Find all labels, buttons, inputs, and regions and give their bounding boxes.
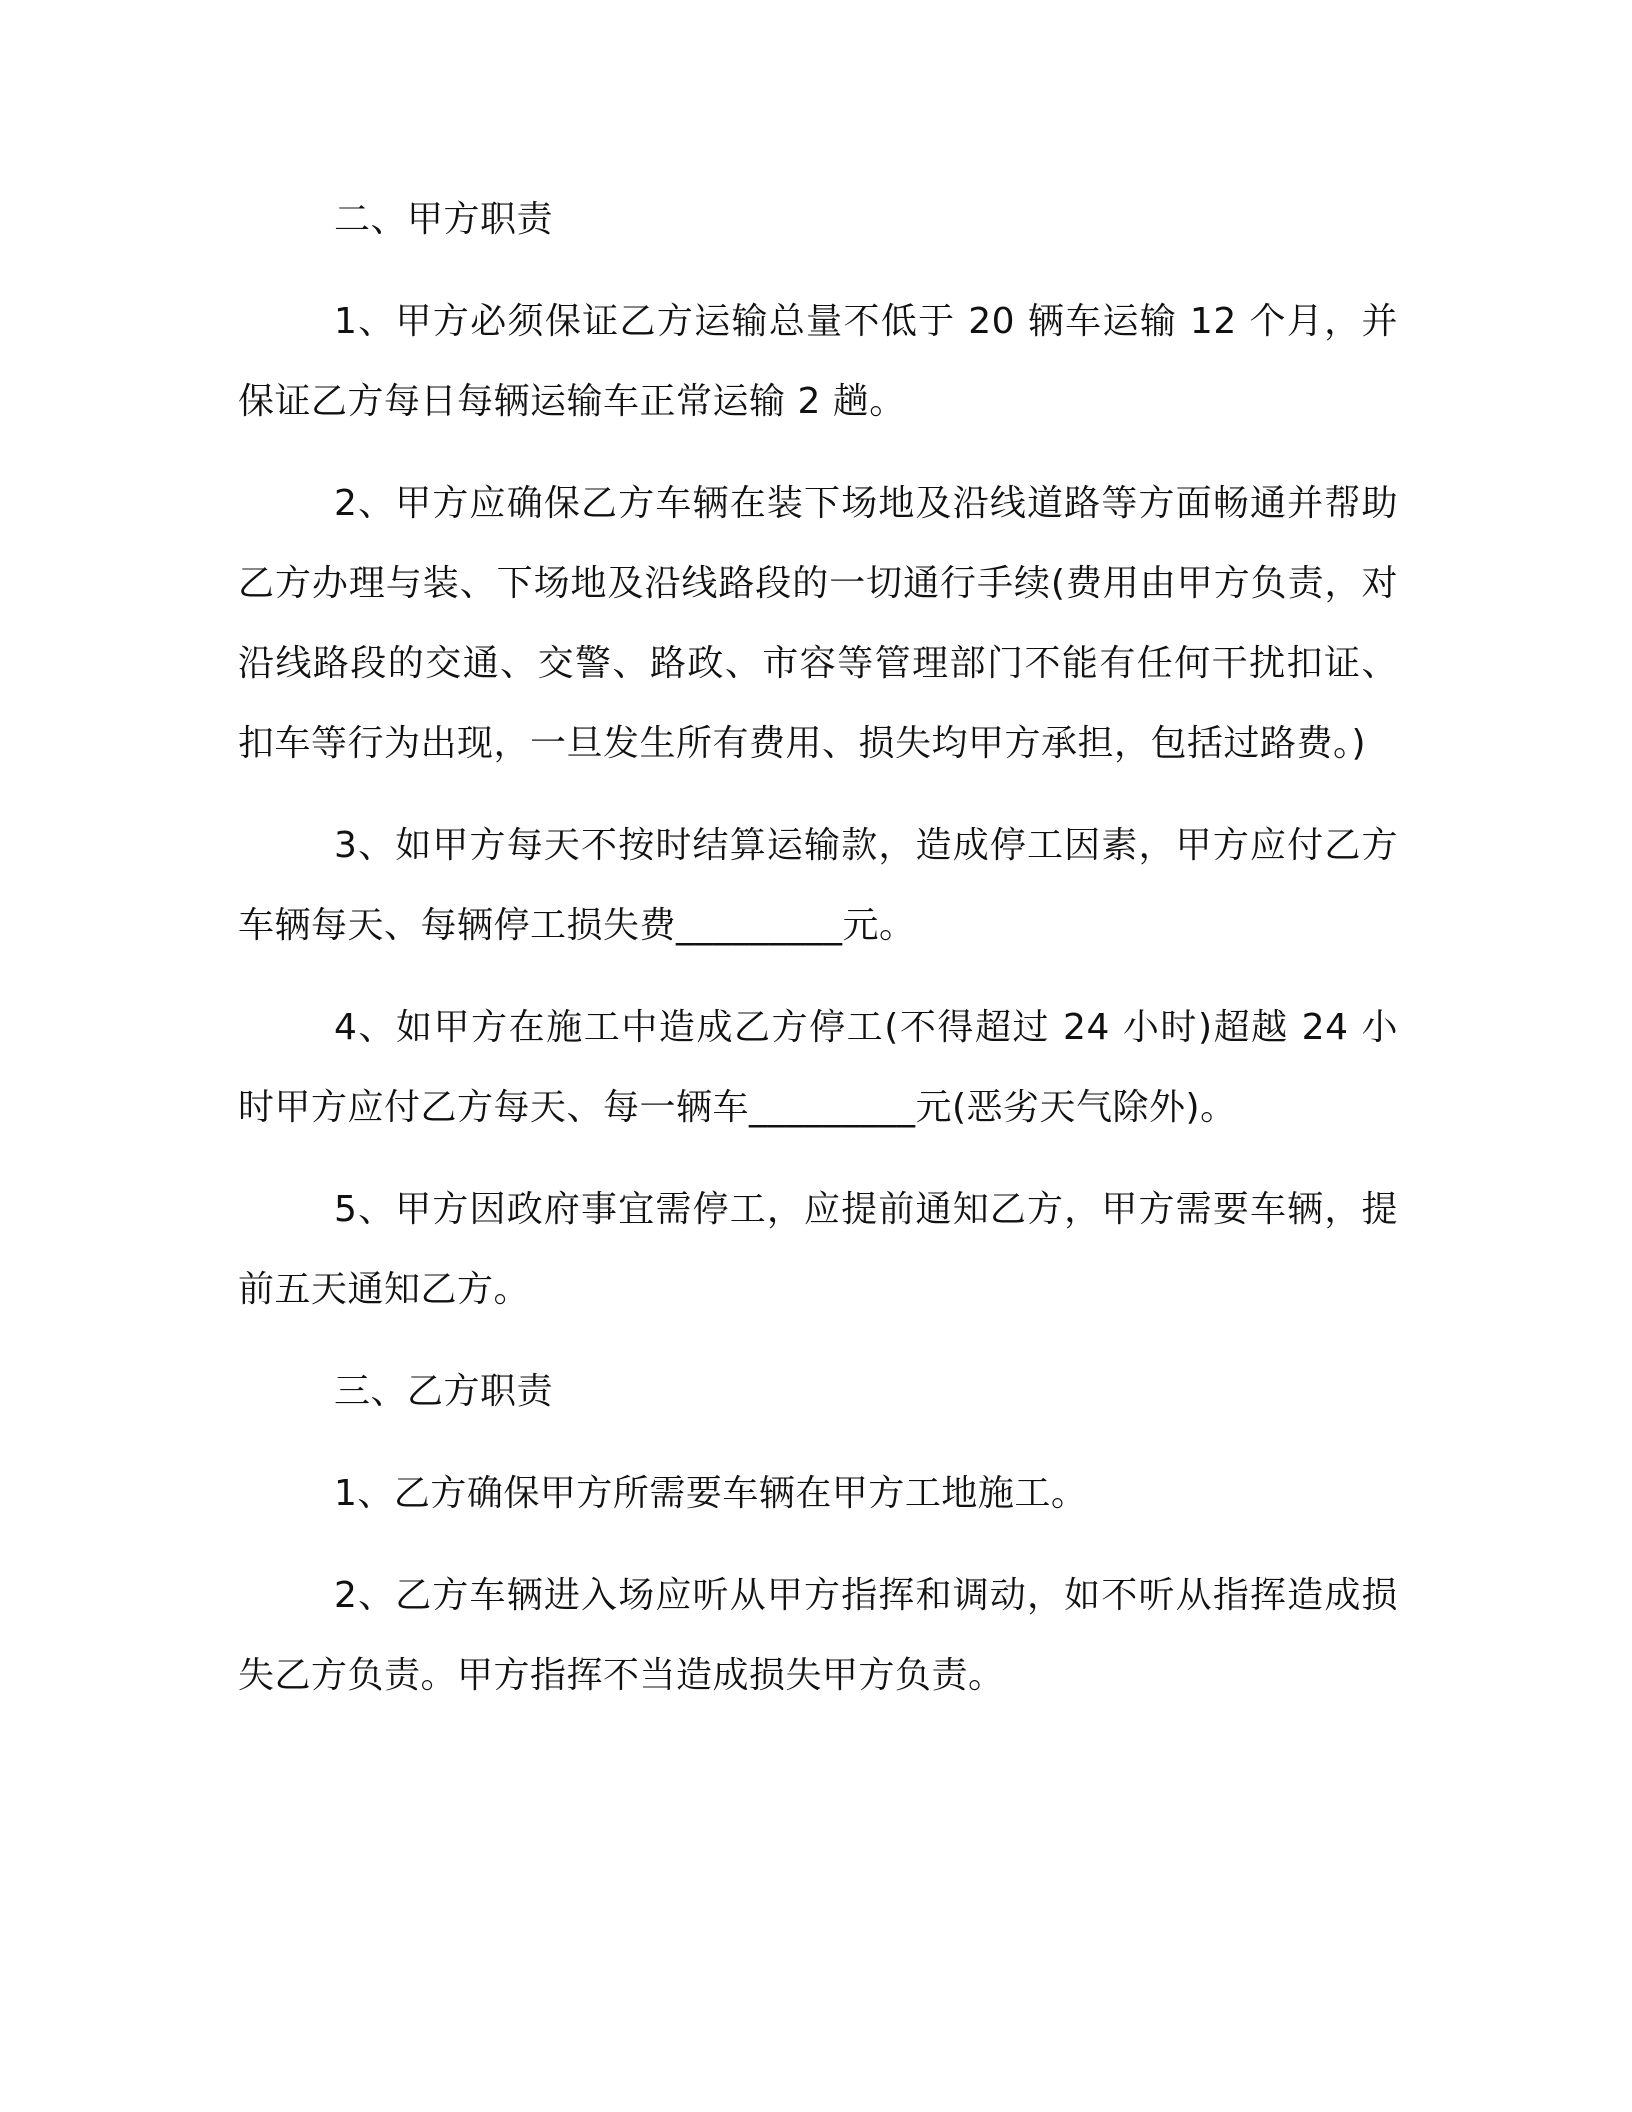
party-a-clause-3: 3、如甲方每天不按时结算运输款，造成停工因素，甲方应付乙方车辆每天、每辆停工损失费_________元。 [238,825,1398,946]
party-a-clause-2: 2、甲方应确保乙方车辆在装下场地及沿线道路等方面畅通并帮助乙方办理与装、下场地及沿线路段的一切通行手续(费用由甲方负责，对沿线路段的交通、交警、路政、市容等管理部门不能有任何干扰扣证、扣车等行为出现，一旦发生所有费用、损失均甲方承担，包括过路费。) [238,483,1398,764]
party-b-clause-2: 2、乙方车辆进入场应听从甲方指挥和调动，如不听从指挥造成损失乙方负责。甲方指挥不当造成损失甲方负责。 [238,1575,1398,1696]
section-heading-party-a-duties: 二、甲方职责 [334,199,554,240]
party-a-clause-5: 5、甲方因政府事宜需停工，应提前通知乙方，甲方需要车辆，提前五天通知乙方。 [238,1189,1398,1310]
party-a-clause-4: 4、如甲方在施工中造成乙方停工(不得超过 24 小时)超越 24 小时甲方应付乙方每天、每一辆车_________元(恶劣天气除外)。 [238,1007,1398,1128]
party-b-clause-1: 1、乙方确保甲方所需要车辆在甲方工地施工。 [334,1473,1088,1514]
party-a-clause-1: 1、甲方必须保证乙方运输总量不低于 20 辆车运输 12 个月，并保证乙方每日每辆运输车正常运输 2 趟。 [238,301,1398,422]
section-heading-party-b-duties: 三、乙方职责 [334,1371,554,1412]
document-body [238,180,1398,1738]
